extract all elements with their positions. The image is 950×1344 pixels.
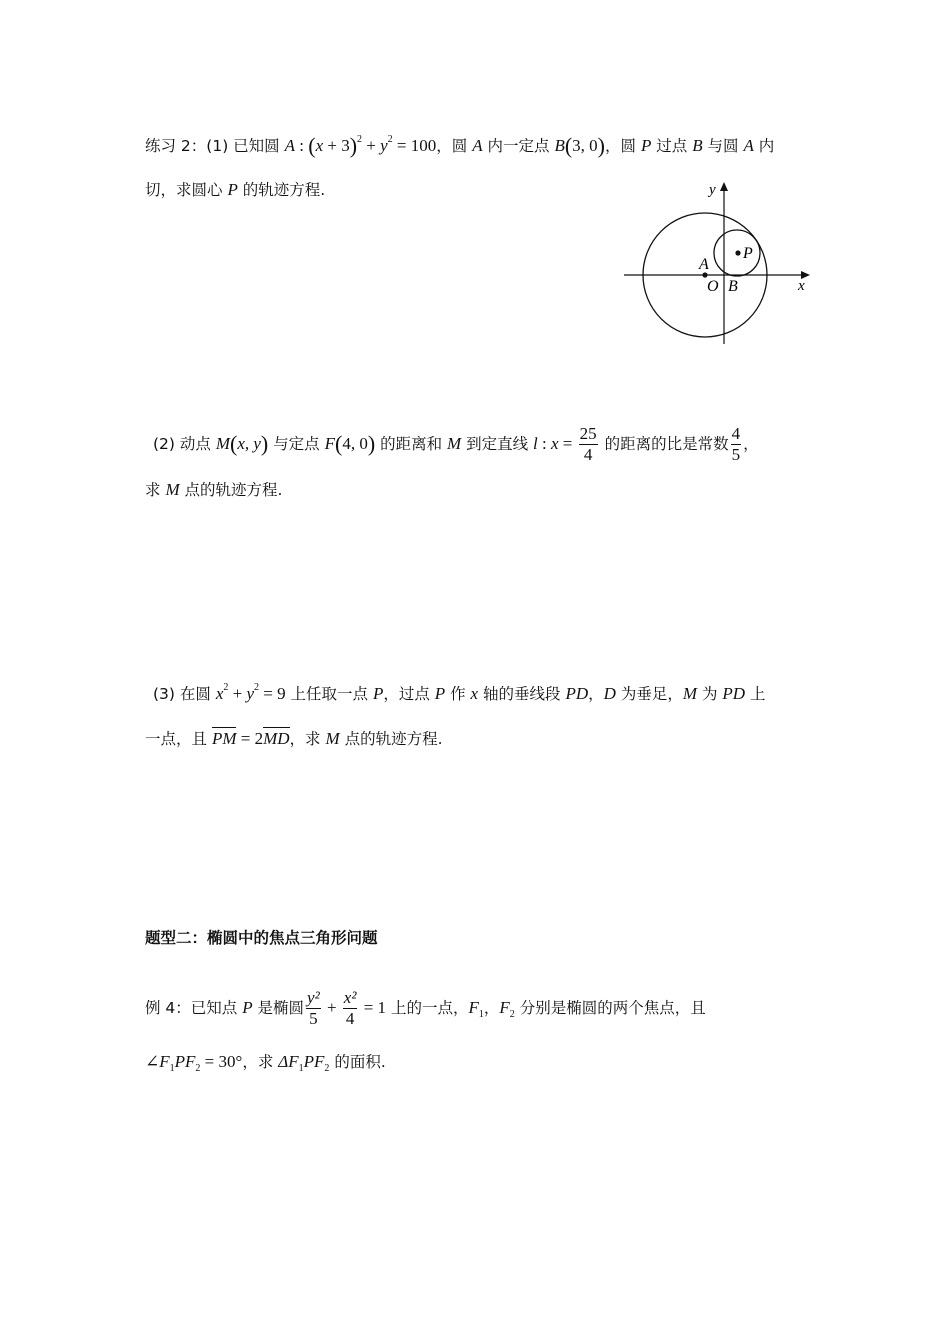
fraction-y2-5	[306, 988, 321, 1029]
subscript: 2	[195, 1063, 201, 1074]
subscript: 1	[169, 1063, 175, 1074]
text: 的面积.	[329, 1053, 386, 1071]
text: 求	[145, 481, 166, 499]
label-x: x	[798, 278, 805, 294]
ex2-part2-line2	[145, 478, 282, 502]
numerator: 4	[731, 424, 741, 443]
math-op: + 3	[323, 136, 350, 155]
text: 上任取一点	[285, 685, 373, 703]
circle-diagram	[620, 176, 820, 348]
math-var: A	[743, 136, 754, 155]
text: 一点，且	[145, 730, 212, 748]
denominator: 5	[731, 445, 741, 464]
exponent: 2	[223, 682, 229, 693]
paren: (	[308, 133, 316, 158]
subscript: 2	[509, 1009, 515, 1020]
math-var: x	[551, 434, 559, 453]
text: ，求	[289, 730, 326, 748]
subscript: 2	[324, 1063, 330, 1074]
math-var: PF	[303, 1052, 325, 1071]
math-var: y	[246, 684, 254, 703]
text: 是椭圆	[252, 999, 305, 1017]
math-var: B	[692, 136, 703, 155]
paren: )	[597, 133, 605, 158]
math-coord: 3, 0	[572, 136, 598, 155]
text: ，过点	[383, 685, 435, 703]
text: 切，求圆心	[145, 181, 228, 199]
math-op: :	[537, 434, 551, 453]
math-var: x	[315, 136, 324, 155]
text: 上	[745, 685, 766, 703]
math-op: +	[228, 684, 247, 703]
text: 内一定点	[482, 137, 555, 155]
text: 为垂足，	[615, 685, 683, 703]
label-O: O	[707, 278, 719, 295]
math-op: = 30°	[200, 1052, 243, 1071]
math-var: P	[242, 998, 253, 1017]
math-var: F	[499, 998, 510, 1017]
text: 点的轨迹方程.	[179, 481, 283, 499]
text: 轴的垂线段	[478, 685, 566, 703]
math-op: :	[295, 136, 309, 155]
text: 的轨迹方程.	[237, 181, 326, 199]
text: 到定直线	[461, 435, 534, 453]
text: 的距离的比是常数	[599, 435, 729, 453]
math-var: PD	[565, 684, 589, 703]
math-op: = 2	[236, 729, 264, 748]
math-var: ΔF	[278, 1052, 299, 1071]
vector-MD: MD	[263, 729, 290, 748]
math-var: B	[554, 136, 565, 155]
text: 为	[697, 685, 723, 703]
paren: (	[229, 431, 238, 456]
math-op: = 100	[392, 136, 437, 155]
ex2-part1-line2	[145, 178, 325, 202]
math-var: ∠F	[145, 1052, 170, 1071]
paren: )	[349, 133, 358, 158]
math-var: M	[325, 729, 340, 748]
math-var: M	[447, 434, 462, 453]
math-op: +	[322, 998, 341, 1017]
y-axis-arrow	[720, 182, 728, 191]
paren: (	[564, 133, 573, 158]
label-y: y	[709, 182, 716, 198]
math-var: A	[472, 136, 483, 155]
text: 例 4：已知点	[145, 999, 243, 1017]
text: ，圆	[605, 137, 641, 155]
math-var: F	[468, 998, 479, 1017]
math-var: M	[165, 480, 180, 499]
denominator: 5	[309, 1009, 318, 1028]
math-coord: x, y	[237, 434, 261, 453]
fraction-25-4	[579, 424, 598, 465]
text: ，	[743, 435, 759, 453]
text: ，	[588, 685, 604, 703]
ex4-line2	[145, 1050, 386, 1081]
text: 的距离和	[375, 435, 447, 453]
math-coord: 4, 0	[342, 434, 368, 453]
numerator: x²	[343, 988, 357, 1007]
text: 内	[753, 137, 775, 155]
math-var: M	[215, 434, 230, 453]
math-var: M	[682, 684, 698, 703]
point-P	[735, 250, 740, 255]
label-B: B	[728, 278, 738, 295]
denominator: 4	[583, 445, 593, 464]
text: (3) 在圆	[153, 685, 216, 703]
text: 点的轨迹方程.	[339, 730, 443, 748]
label-A: A	[699, 256, 709, 273]
math-var: P	[372, 684, 384, 703]
point-A	[702, 272, 707, 277]
ex2-part2-line1	[153, 424, 759, 465]
subscript: 1	[298, 1063, 304, 1074]
math-var: PD	[722, 684, 746, 703]
ex2-part1-line1	[145, 128, 774, 158]
math-var: x	[215, 684, 224, 703]
subscript: 1	[478, 1009, 484, 1020]
paren: (	[334, 431, 343, 456]
text: 分别是椭圆的两个焦点，且	[514, 999, 706, 1017]
math-var: PF	[174, 1052, 196, 1071]
ex2-part3-line2	[145, 727, 443, 751]
fraction-x2-4	[343, 988, 358, 1029]
text: 练习 2：(1) 已知圆	[145, 137, 285, 155]
fraction-4-5	[731, 424, 742, 465]
math-op: = 1	[359, 998, 387, 1017]
section-heading: 题型二：椭圆中的焦点三角形问题	[145, 929, 378, 947]
text: 与圆	[702, 137, 744, 155]
math-var: P	[640, 136, 652, 155]
text: (2) 动点	[153, 435, 216, 453]
text: 上的一点，	[386, 999, 469, 1017]
math-op: = 9	[259, 684, 286, 703]
math-var: P	[434, 684, 446, 703]
math-op: +	[362, 136, 381, 155]
text: ，圆	[436, 137, 473, 155]
paren: )	[260, 431, 269, 456]
numerator: 25	[579, 424, 597, 443]
math-var: l	[533, 434, 538, 453]
text: 与定点	[268, 435, 325, 453]
ex2-part3-line1	[153, 676, 765, 706]
ex4-line1	[145, 988, 706, 1029]
numerator: y²	[307, 988, 320, 1007]
denominator: 4	[345, 1009, 355, 1028]
text: 过点	[651, 137, 693, 155]
text: ，	[483, 999, 500, 1017]
math-var: F	[324, 434, 335, 453]
math-var: A	[284, 136, 295, 155]
vector-PM: PM	[211, 729, 237, 748]
label-P: P	[743, 245, 753, 262]
math-var: P	[227, 180, 238, 199]
paren: )	[367, 431, 376, 456]
text: 作	[445, 685, 471, 703]
exponent: 2	[387, 134, 393, 145]
math-var: D	[603, 684, 616, 703]
text: ，求	[242, 1053, 279, 1071]
math-var: x	[470, 684, 479, 703]
math-var: y	[380, 136, 388, 155]
math-op: =	[558, 434, 577, 453]
exponent: 2	[254, 682, 259, 693]
exponent: 2	[357, 134, 363, 145]
